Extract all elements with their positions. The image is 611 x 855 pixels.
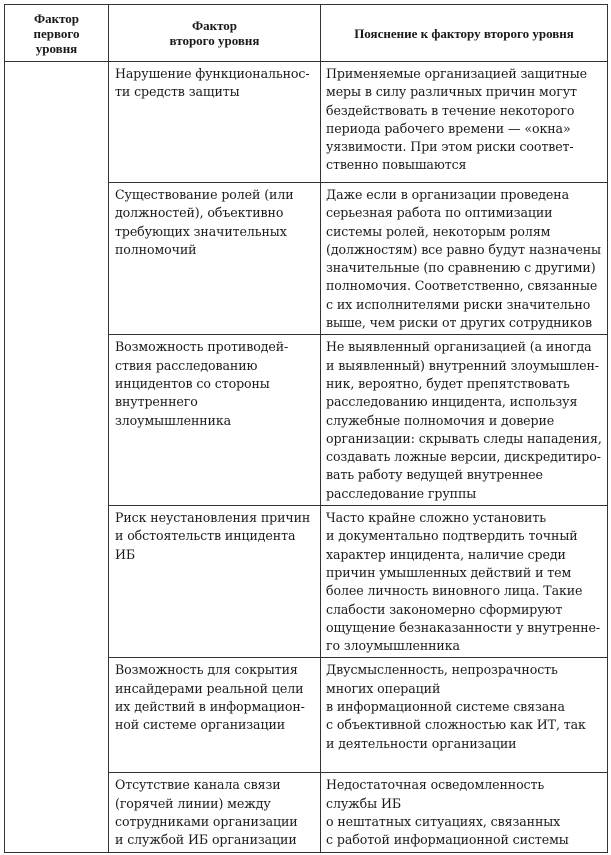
explanation-cell bbox=[321, 335, 608, 506]
explanation-text-line: и документально подтвердить точный bbox=[326, 528, 578, 544]
explanation-text-line: значительные (по сравнению с другими) bbox=[326, 260, 596, 276]
explanation-text-line: и деятельности организации bbox=[326, 735, 517, 751]
factor-text-line: Риск неустановления причин bbox=[115, 510, 311, 526]
explanation-text-line: Применяемые организацией защитные bbox=[326, 66, 588, 81]
factor-text-line: ИБ bbox=[115, 546, 136, 562]
explanation-cell bbox=[321, 773, 608, 852]
explanation-text-line: с работой информационной системы bbox=[326, 832, 569, 848]
explanation-text-line: уязвимости. При этом риски соответ- bbox=[326, 139, 574, 155]
explanation-text-line: о нештатных ситуациях, связанных bbox=[326, 814, 561, 830]
explanation-cell bbox=[321, 183, 608, 335]
factor-text-line: Существование ролей (или bbox=[115, 187, 294, 202]
first-level-factor-cell bbox=[5, 62, 109, 853]
second-level-factor-cell bbox=[109, 506, 321, 658]
factor-text-line: Возможность противодей- bbox=[115, 339, 289, 355]
factor-text-line: и службой ИБ организации bbox=[115, 832, 297, 848]
explanation-cell bbox=[321, 658, 608, 773]
factor-text-line: требующих значительных bbox=[115, 223, 287, 239]
explanation-text-line: причин умышленных действий и тем bbox=[326, 564, 572, 580]
explanation-text-line: расследование группы bbox=[326, 485, 477, 501]
explanation-text-line: ощущение безнаказанности у внутренне- bbox=[326, 619, 601, 635]
factor-text-line: сотрудниками организации bbox=[115, 814, 298, 830]
factor-text-line: Нарушение функциональнос- bbox=[115, 66, 310, 81]
explanation-text-line: многих операций bbox=[326, 680, 441, 696]
explanation-text-line: службы ИБ bbox=[326, 795, 401, 811]
risk-factors-table bbox=[4, 4, 608, 853]
explanation-text-line: служебные полномочия и доверие bbox=[326, 412, 555, 428]
factor-text-line: ной системе организации bbox=[115, 717, 286, 733]
explanation-text-line: с их исполнителями риски значительно bbox=[326, 296, 591, 312]
factor-text-line: (горячей линии) между bbox=[115, 795, 271, 811]
explanation-text-line: ственно повышаются bbox=[326, 157, 467, 173]
explanation-text-line: характер инцидента, наличие среди bbox=[326, 546, 566, 562]
explanation-text-line: с объективной сложностью как ИТ, так bbox=[326, 717, 586, 733]
table-row bbox=[5, 62, 608, 183]
explanation-text-line: более личность виновного лица. Такие bbox=[326, 583, 583, 599]
explanation-cell bbox=[321, 506, 608, 658]
explanation-cell bbox=[321, 62, 608, 183]
explanation-text-line: Не выявленный организацией (а иногда bbox=[326, 339, 592, 355]
factor-text-line: внутреннего злоумышленника bbox=[115, 394, 232, 428]
explanation-text-line: го злоумышленника bbox=[326, 638, 460, 654]
second-level-factor-cell bbox=[109, 62, 321, 183]
header-first-level-factor: Фактор первого уровня bbox=[5, 5, 109, 62]
factor-text-line: ти средств защиты bbox=[115, 84, 240, 100]
factor-text-line: и обстоятельств инцидента bbox=[115, 528, 296, 544]
explanation-text-line: организации: скрывать следы нападения, bbox=[326, 430, 602, 446]
factor-text-line: ствия расследованию bbox=[115, 357, 258, 373]
factor-text-line: инсайдерами реальной цели bbox=[115, 680, 304, 696]
factor-text-line: полномочий bbox=[115, 241, 197, 257]
explanation-text-line: Двусмысленность, непрозрачность bbox=[326, 662, 558, 678]
explanation-text-line: расследованию инцидента, используя bbox=[326, 394, 578, 410]
second-level-factor-cell bbox=[109, 658, 321, 773]
explanation-text-line: системы ролей, некоторым ролям bbox=[326, 223, 551, 239]
explanation-text-line: бездействовать в течение некоторого bbox=[326, 102, 575, 118]
factor-text-line: их действий в информацион- bbox=[115, 699, 305, 715]
header-second-level-factor: Фактор второго уровня bbox=[109, 5, 321, 62]
explanation-text-line: Недостаточная осведомленность bbox=[326, 777, 545, 793]
explanation-text-line: выше, чем риски от других сотрудников bbox=[326, 315, 592, 331]
factor-text-line: Отсутствие канала связи bbox=[115, 777, 281, 793]
explanation-text-line: Даже если в организации проведена bbox=[326, 187, 569, 202]
explanation-text-line: вать работу ведущей внутреннее bbox=[326, 467, 543, 483]
second-level-factor-cell bbox=[109, 773, 321, 852]
explanation-text-line: периода рабочего времени — «окна» bbox=[326, 120, 571, 136]
header-explanation: Пояснение к фактору второго уровня bbox=[321, 5, 608, 62]
explanation-text-line: серьезная работа по оптимизации bbox=[326, 205, 553, 221]
factor-text-line: инцидентов со стороны bbox=[115, 375, 270, 391]
explanation-text-line: в информационной системе связана bbox=[326, 699, 565, 715]
factor-text-line: Возможность для сокрытия bbox=[115, 662, 298, 678]
explanation-text-line: Часто крайне сложно установить bbox=[326, 510, 546, 526]
explanation-text-line: ник, вероятно, будет препятствовать bbox=[326, 375, 570, 391]
second-level-factor-cell bbox=[109, 335, 321, 506]
explanation-text-line: (должностям) все равно будут назначены bbox=[326, 241, 601, 257]
explanation-text-line: меры в силу различных причин могут bbox=[326, 84, 577, 100]
second-level-factor-cell bbox=[109, 183, 321, 335]
factor-text-line: должностей), объективно bbox=[115, 205, 284, 221]
explanation-text-line: создавать ложные версии, дискредитиро- bbox=[326, 449, 601, 465]
table-header-row bbox=[5, 5, 608, 62]
explanation-text-line: слабости закономерно сформируют bbox=[326, 601, 563, 617]
explanation-text-line: и выявленный) внутренний злоумышлен- bbox=[326, 357, 599, 373]
explanation-text-line: полномочия. Соответственно, связанные bbox=[326, 278, 598, 294]
